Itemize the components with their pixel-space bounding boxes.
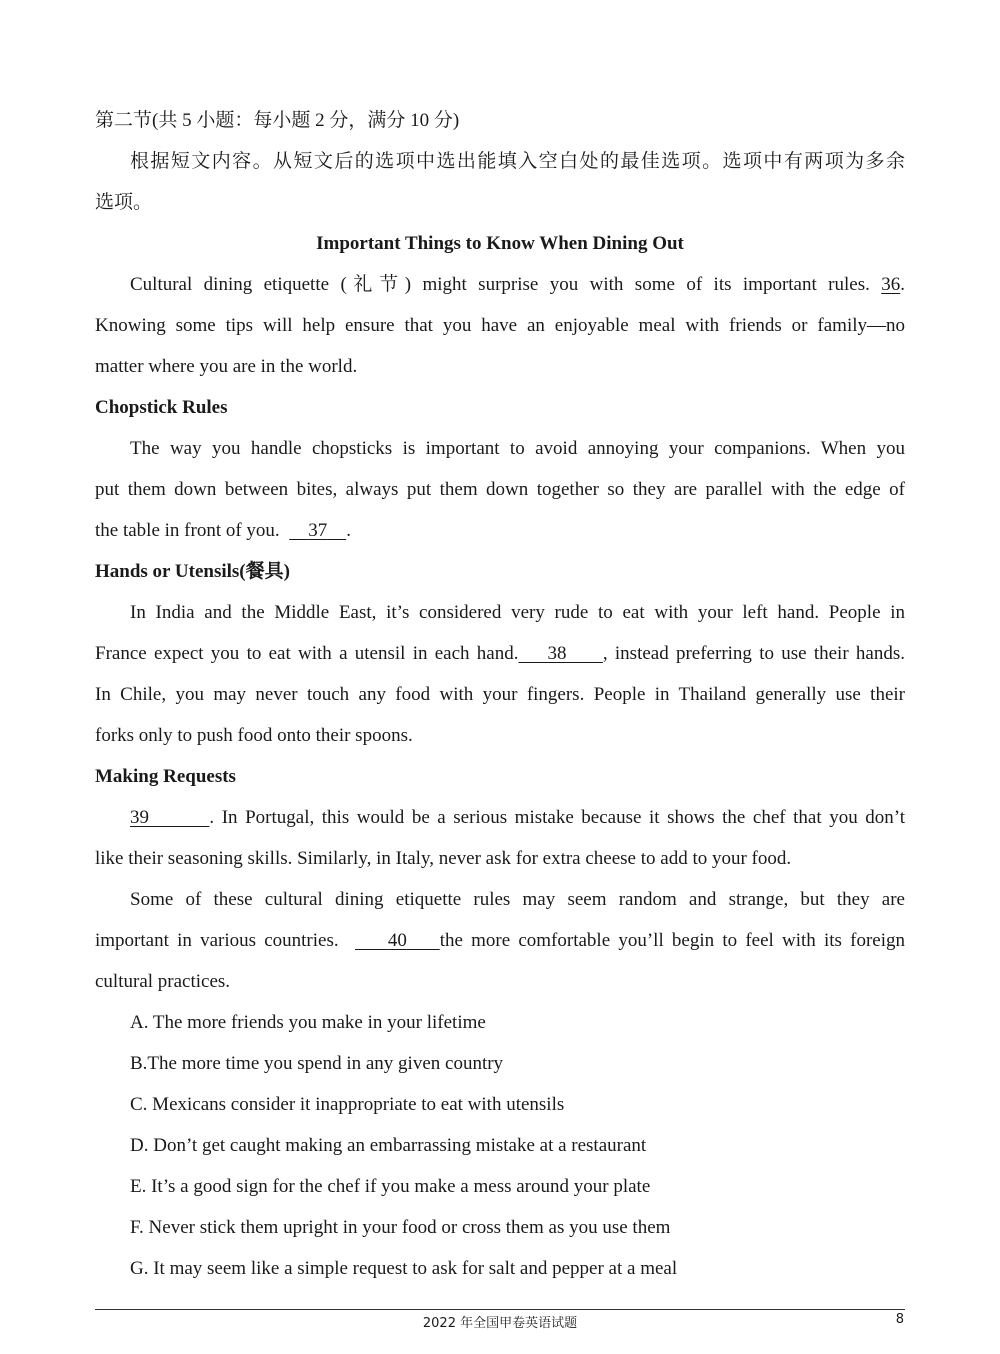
requests-line-2: like their seasoning skills. Similarly, in Italy, never ask for extra cheese to add to your food. <box>95 848 792 869</box>
option-c: C. Mexicans consider it inappropriate to eat with utensils <box>130 1094 565 1115</box>
option-f: F. Never stick them upright in your food or cross them as you use them <box>130 1217 671 1238</box>
hands-line-1: In India and the Middle East, it’s considered very rude to eat with your left hand. People in <box>130 602 905 623</box>
blank-38: 38 <box>547 643 567 664</box>
instructions-line-1: 根据短文内容。从短文后的选项中选出能填入空白处的最佳选项。选项中有两项为多余 <box>130 151 905 172</box>
blank-36: 36 <box>881 274 901 295</box>
exam-page <box>95 100 905 1289</box>
heading-hands-or-utensils: Hands or Utensils(餐具) <box>95 561 290 582</box>
option-a: A. The more friends you make in your lifetime <box>130 1012 486 1033</box>
footer-title: 2022 年全国甲卷英语试题 <box>422 1316 578 1331</box>
chopstick-line-2: put them down between bites, always put them down together so they are parallel with the edge of <box>95 479 905 500</box>
blank-39: 39 <box>130 807 149 828</box>
chopstick-line-3: the table in front of you. 37 . <box>95 520 351 541</box>
option-d: D. Don’t get caught making an embarrassing mistake at a restaurant <box>130 1135 647 1156</box>
option-b: B.The more time you spend in any given country <box>130 1053 504 1074</box>
intro-line-1: Cultural dining etiquette (礼节) might surprise you with some of its important rules. 36. <box>130 274 906 295</box>
page-number: 8 <box>895 1312 904 1327</box>
footer-divider <box>95 1309 905 1310</box>
intro-line-3: matter where you are in the world. <box>95 356 358 377</box>
option-g: G. It may seem like a simple request to ask for salt and pepper at a meal <box>130 1258 678 1279</box>
chopstick-line-1: The way you handle chopsticks is important to avoid annoying your companions. When you <box>130 438 905 459</box>
hands-line-3: In Chile, you may never touch any food with your fingers. People in Thailand generally use their <box>95 684 905 705</box>
blank-40: 40 <box>387 930 407 951</box>
closing-line-2: important in various countries. 40 the more comfortable you’ll begin to feel with its foreign <box>95 930 906 951</box>
hands-line-4: forks only to push food onto their spoons. <box>95 725 413 746</box>
heading-chopstick-rules: Chopstick Rules <box>95 397 228 418</box>
closing-line-1: Some of these cultural dining etiquette rules may seem random and strange, but they are <box>130 889 905 910</box>
instructions-line-2: 选项。 <box>95 192 153 213</box>
blank-37: 37 <box>308 520 328 541</box>
intro-line-2: Knowing some tips will help ensure that you have an enjoyable meal with friends or family—no <box>95 315 905 336</box>
closing-line-3: cultural practices. <box>95 971 231 992</box>
hands-line-2: France expect you to eat with a utensil in each hand. 38 , instead preferring to use their hands. <box>95 643 905 664</box>
section-header: 第二节(共 5 小题：每小题 2 分，满分 10 分) <box>95 110 460 131</box>
requests-line-1: 39 . In Portugal, this would be a serious mistake because it shows the chef that you don’t <box>130 807 906 828</box>
heading-making-requests: Making Requests <box>95 766 236 787</box>
passage-title: Important Things to Know When Dining Out <box>316 233 684 254</box>
option-e: E. It’s a good sign for the chef if you make a mess around your plate <box>130 1176 651 1197</box>
